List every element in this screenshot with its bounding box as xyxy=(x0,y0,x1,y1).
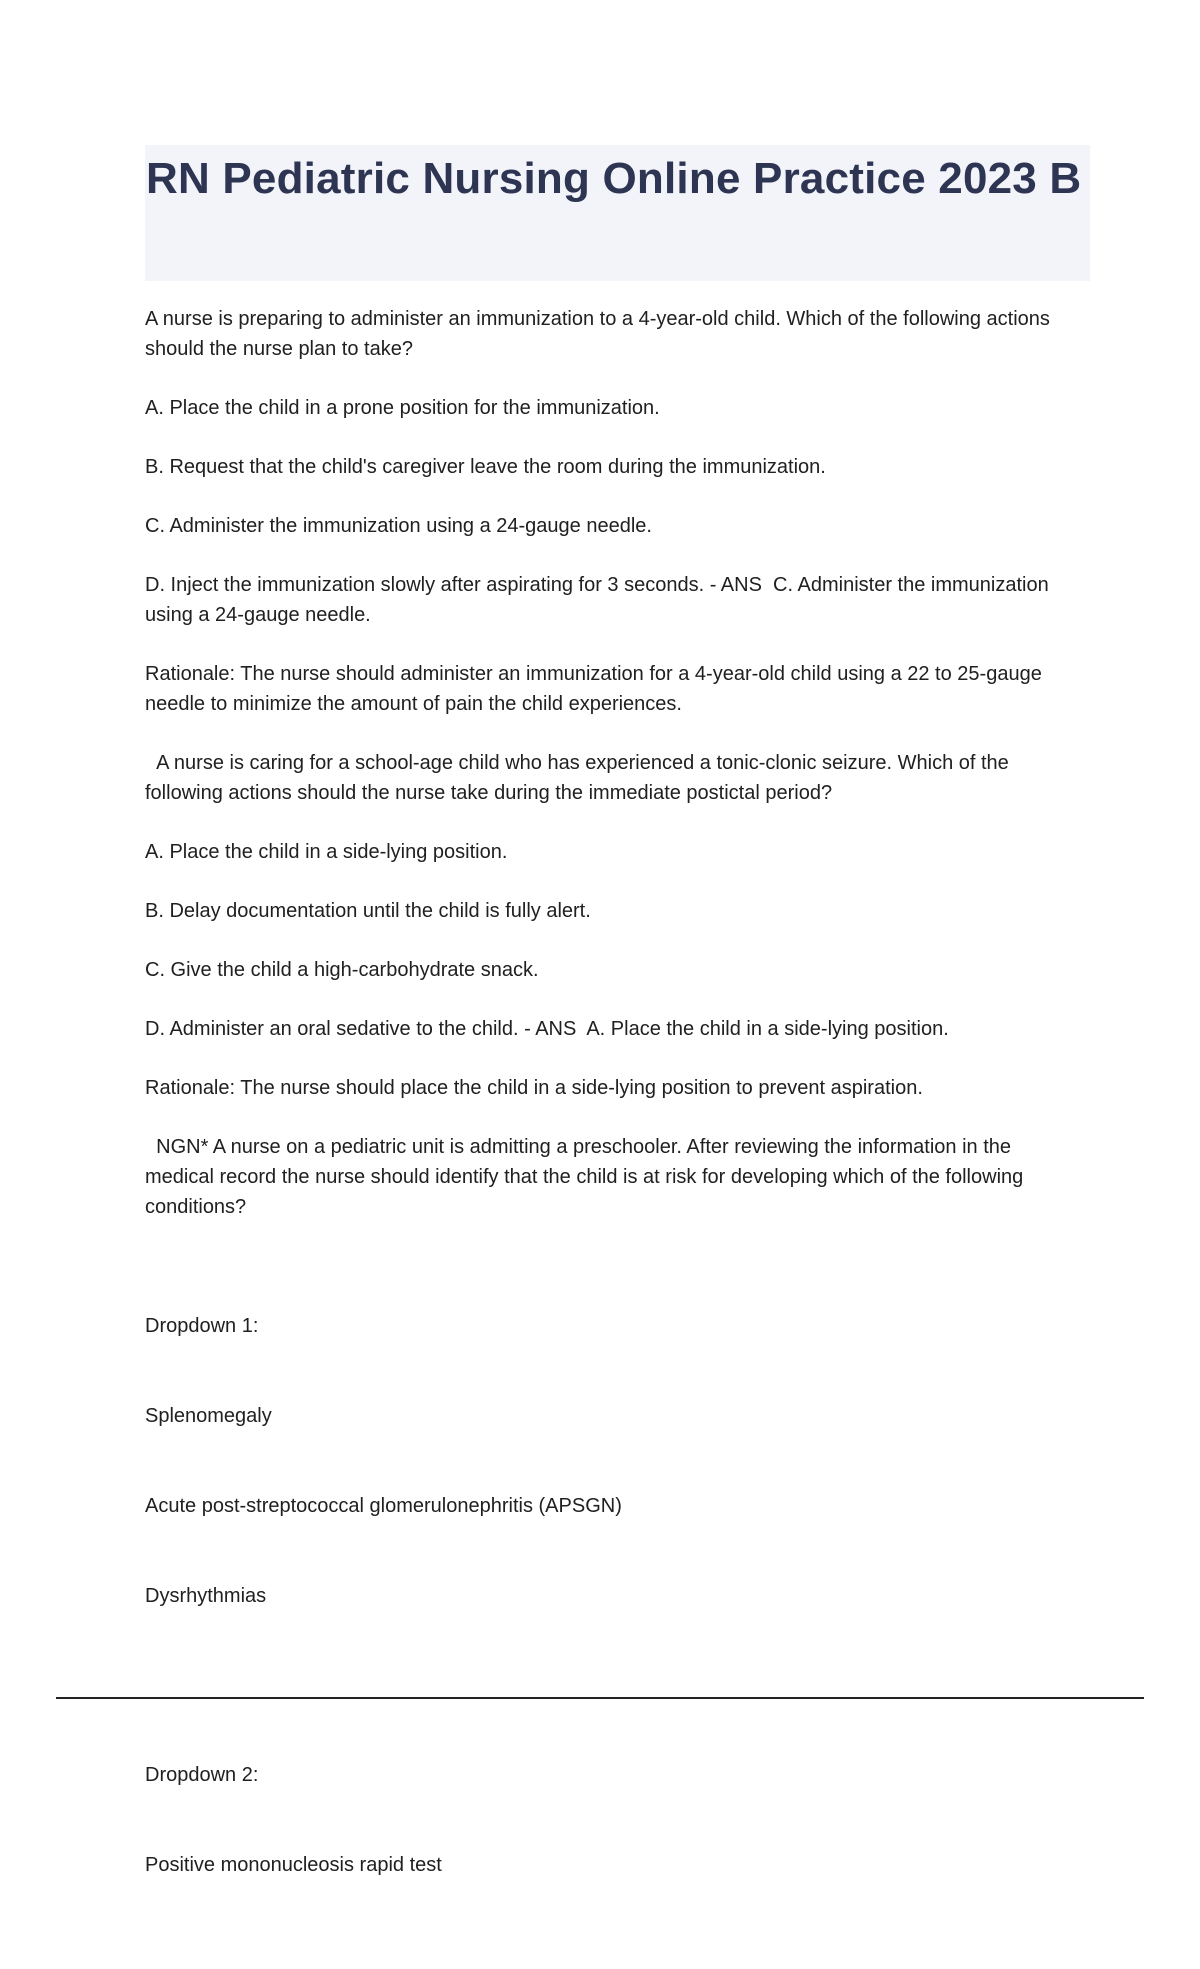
dropdown-2-label: Dropdown 2: xyxy=(145,1764,259,1786)
dropdown-1-block xyxy=(145,1251,1080,1671)
dropdown-1-option: Acute post-streptococcal glomerulonephritis (APSGN) xyxy=(145,1495,622,1517)
page-title: RN Pediatric Nursing Online Practice 2023 B xyxy=(146,154,1082,203)
question-2-option-a: A. Place the child in a side-lying position. xyxy=(145,841,508,863)
question-2-option-c: C. Give the child a high-carbohydrate snack. xyxy=(145,959,539,981)
dropdown-1-label: Dropdown 1: xyxy=(145,1315,259,1337)
page-bottom-divider xyxy=(56,1697,1144,1699)
question-1-option-d-answer: D. Inject the immunization slowly after aspirating for 3 seconds. - ANS C. Administer the immunization using a 24-gauge needle. xyxy=(145,574,1055,626)
question-1-rationale: Rationale: The nurse should administer an immunization for a 4-year-old child using a 22 to 25-gauge needle to minimize the amount of pain the child experiences. xyxy=(145,663,1048,715)
question-2-option-d-answer: D. Administer an oral sedative to the child. - ANS A. Place the child in a side-lying position. xyxy=(145,1018,949,1040)
title-banner xyxy=(145,145,1090,281)
question-2-rationale: Rationale: The nurse should place the child in a side-lying position to prevent aspiration. xyxy=(145,1077,923,1099)
question-2-option-b: B. Delay documentation until the child is fully alert. xyxy=(145,900,591,922)
question-3-stem: NGN* A nurse on a pediatric unit is admitting a preschooler. After reviewing the information in the medical record the nurse should identify that the child is at risk for developing which of the following conditions? xyxy=(145,1136,1029,1218)
question-1-option-a: A. Place the child in a prone position for the immunization. xyxy=(145,397,660,419)
dropdown-2-option: Positive mononucleosis rapid test xyxy=(145,1854,442,1876)
question-1-option-c: C. Administer the immunization using a 24-gauge needle. xyxy=(145,515,652,537)
question-1-option-b: B. Request that the child's caregiver leave the room during the immunization. xyxy=(145,456,826,478)
dropdown-2-block xyxy=(145,1700,1080,1940)
document-body xyxy=(145,304,1080,1969)
question-1-stem: A nurse is preparing to administer an immunization to a 4-year-old child. Which of the following actions should the nurse plan to take? xyxy=(145,308,1056,360)
dropdown-1-option: Splenomegaly xyxy=(145,1405,272,1427)
dropdown-1-option: Dysrhythmias xyxy=(145,1585,267,1607)
question-2-stem: A nurse is caring for a school-age child who has experienced a tonic-clonic seizure. Which of the following actions should the nurse take during the immediate postictal period? xyxy=(145,752,1015,804)
